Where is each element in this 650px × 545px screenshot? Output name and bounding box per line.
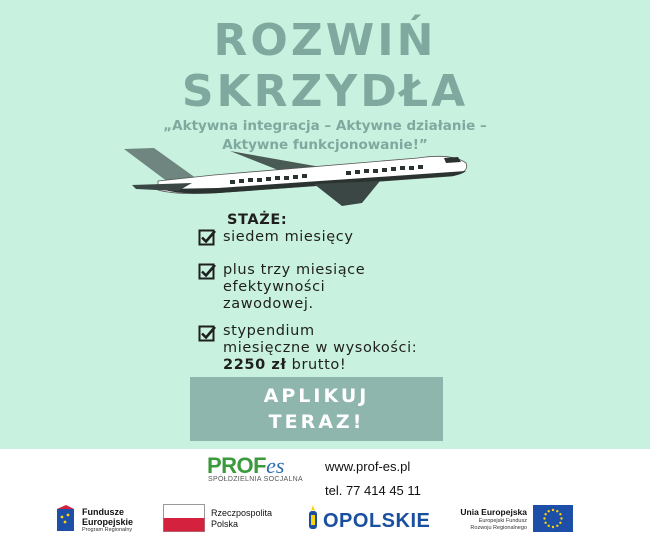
headline-line-2: SKRZYDŁA <box>181 66 469 117</box>
profes-logo-sub: SPÓŁDZIELNIA SOCJALNA <box>208 476 303 483</box>
offer-item-2-line-3: zawodowej. <box>223 296 314 312</box>
opolskie-text: OPOLSKIE <box>323 510 431 532</box>
offer-item-1-line-1: siedem miesięcy <box>223 229 354 245</box>
offer-item-2 <box>223 262 365 313</box>
profes-logo-main: PROF <box>207 453 267 478</box>
opolskie-crest-icon <box>306 505 320 533</box>
profes-logo-script: es <box>266 453 285 478</box>
apply-now-button[interactable] <box>190 377 443 441</box>
eu-line-3: Rozwoju Regionalnego <box>470 525 527 531</box>
poland-text <box>211 508 272 530</box>
checkbox-check-icon <box>198 263 216 281</box>
apply-now-line-2: TERAZ! <box>268 411 365 433</box>
eu-flag-icon <box>533 505 573 532</box>
funds-europe-icon <box>54 503 79 533</box>
funds-europe-text <box>82 507 133 527</box>
offer-item-3-line-2: miesięczne w wysokości: <box>223 340 418 356</box>
funds-europe-line-2: Europejskie <box>82 517 134 527</box>
checkbox-check-icon <box>198 229 216 247</box>
tagline-line-2: Aktywne funkcjonowanie!” <box>222 137 428 153</box>
offer-item-3 <box>223 323 417 374</box>
eu-text <box>447 518 527 532</box>
contact-info <box>325 458 421 506</box>
offer-item-2-line-1: plus trzy miesiące <box>223 262 366 278</box>
poland-flag-icon <box>163 504 205 532</box>
funds-europe-line-3: Program Regionalny <box>82 527 133 533</box>
eu-line-1: Unia Europejska <box>460 507 527 517</box>
airplane-illustration <box>118 143 478 208</box>
stipend-amount: 2250 zł <box>223 357 287 373</box>
apply-now-line-1: APLIKUJ <box>263 385 370 407</box>
profes-logo <box>207 453 303 483</box>
poland-line-2: Polska <box>211 519 239 529</box>
poland-line-1: Rzeczpospolita <box>211 508 273 518</box>
checkbox-check-icon <box>198 325 216 343</box>
offer-item-3-line-1: stypendium <box>223 323 315 339</box>
tagline-line-1: „Aktywna integracja – Aktywne działanie – <box>163 118 487 134</box>
phone-number: tel. 77 414 45 11 <box>325 483 421 498</box>
offer-item-2-line-2: efektywności <box>223 279 326 295</box>
offer-item-1 <box>223 229 354 246</box>
website-link[interactable]: www.prof-es.pl <box>325 459 411 474</box>
offer-item-3-line-3 <box>223 357 417 374</box>
headline-line-1: ROZWIŃ <box>213 15 437 66</box>
stipend-suffix: brutto! <box>286 357 347 373</box>
offer-heading: STAŻE: <box>227 212 288 228</box>
eu-line-2: Europejski Fundusz <box>478 518 527 524</box>
funds-europe-line-1: Fundusze <box>82 507 124 517</box>
